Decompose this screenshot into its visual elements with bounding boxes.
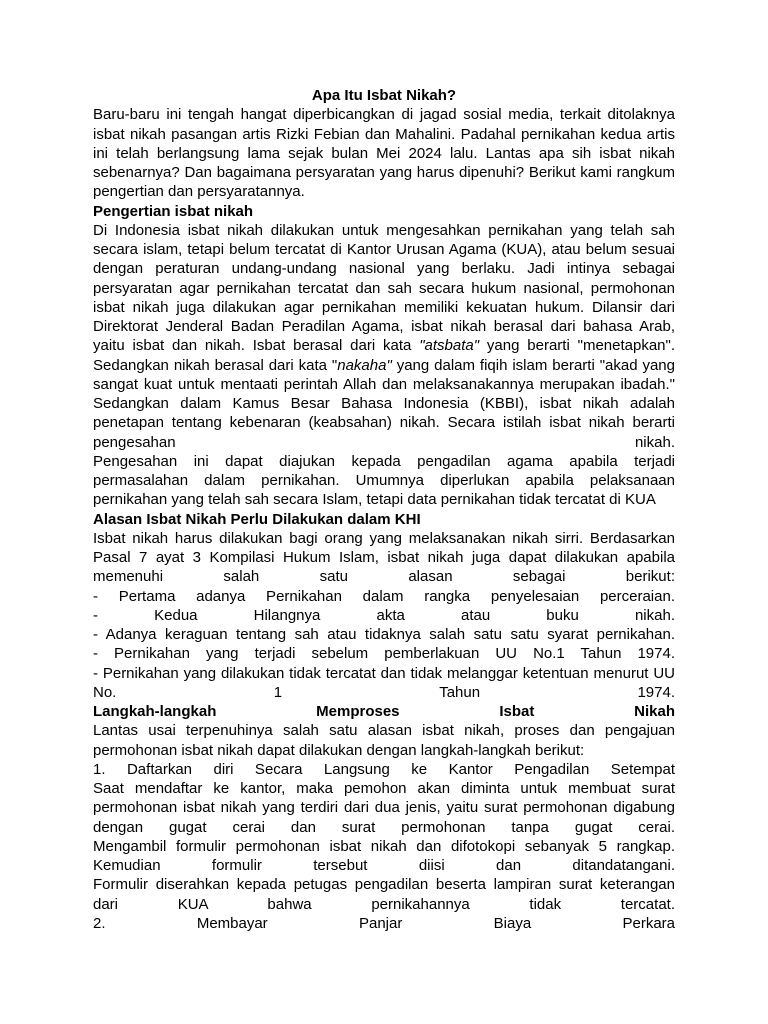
alasan-paragraph: Isbat nikah harus dilakukan bagi orang yang melaksanakan nikah sirri. Berdasarkan Pasal 7 ayat 3 Kompilasi Hukum Islam, isbat nikah juga dapat dilakukan apabila memenuhi salah satu alasan sebagai berikut: [93, 529, 675, 586]
pengertian-text-b: yang berarti "menetapkan". Sedangkan nikah berasal dari kata " [93, 337, 675, 374]
page-title: Apa Itu Isbat Nikah? [311, 87, 457, 104]
intro-paragraph: Baru-baru ini tengah hangat diperbicangkan di jagad sosial media, terkait ditolaknya isbat nikah pasangan artis Rizki Febian dan Mahalini. Padahal pernikahan kedua artis ini telah berlangsung lama sejak bulan Mei 2024 lalu. Lantas apa sih isbat nikah sebenarnya? Dan bagaimana persyaratan yang harus dipenuhi? Berikut kami rangkum pengertian dan persyaratannya. [93, 106, 675, 201]
list-item: - Adanya keraguan tentang sah atau tidaknya salah satu satu syarat pernikahan. [93, 626, 675, 643]
list-item: - Pertama adanya Pernikahan dalam rangka penyelesaian perceraian. [93, 587, 675, 605]
document-page [93, 86, 675, 933]
pengertian-paragraph [93, 221, 675, 452]
list-item: - Pernikahan yang terjadi sebelum pemberlakuan UU No.1 Tahun 1974. [93, 645, 675, 663]
section-heading-alasan: Alasan Isbat Nikah Perlu Dilakukan dalam KHI [93, 510, 421, 528]
pendaftaran-paragraph: Saat mendaftar ke kantor, maka pemohon akan diminta untuk membuat surat permohonan isbat nikah yang terdiri dari dua jenis, yaitu surat permohonan digabung dengan gugat cerai dan surat permohonan tanpa gugat cerai. [93, 780, 675, 836]
term-nakaha: nakaha" [337, 356, 392, 374]
section-heading-pengertian: Pengertian isbat nikah [93, 202, 254, 220]
pengertian-text-a: Di Indonesia isbat nikah dilakukan untuk mengesahkan pernikahan yang telah sah secara islam, tetapi belum tercatat di Kantor Urusan Agama (KUA), atau belum sesuai dengan peraturan undang-undang nasional yang berlaku. Jadi intinya sebagai persyaratan agar pernikahan tercatat dan sah secara hukum nasional, permohonan isbat nikah juga dilakukan agar pernikahan memiliki kekuatan hukum. Dilansir dari Direktorat Jenderal Badan Peradilan Agama, isbat nikah berasal dari bahasa Arab, yaitu isbat dan nikah. Isbat berasal dari kata [93, 221, 675, 355]
section-heading-langkah: Langkah-langkah Memproses Isbat Nikah [93, 703, 675, 720]
step-1-heading: 1. Daftarkan diri Secara Langsung ke Kantor Pengadilan Setempat [93, 760, 675, 778]
formulir-paragraph: Mengambil formulir permohonan isbat nikah dan difotokopi sebanyak 5 rangkap. Kemudian formulir tersebut diisi dan ditandatangani. [93, 837, 675, 874]
pengertian-text-c: yang dalam fiqih islam berarti "akad yang sangat kuat untuk mentaati perintah Allah dan melaksanakannya merupakan ibadah." Sedangkan dalam Kamus Besar Bahasa Indonesia (KBBI), isbat nikah adalah penetapan tentang kebenaran (keabsahan) nikah. Secara istilah isbat nikah berarti pengesahan nikah. [93, 356, 675, 451]
list-item: - Pernikahan yang dilakukan tidak tercatat dan tidak melanggar ketentuan menurut UU No. 1 Tahun 1974. [93, 664, 675, 701]
step-2-heading: 2. Membayar Panjar Biaya Perkara [93, 914, 675, 932]
penyerahan-paragraph: Formulir diserahkan kepada petugas pengadilan beserta lampiran surat keterangan dari KUA bahwa pernikahannya tidak tercatat. [93, 876, 675, 913]
list-item: - Kedua Hilangnya akta atau buku nikah. [93, 606, 675, 624]
langkah-paragraph: Lantas usai terpenuhinya salah satu alasan isbat nikah, proses dan pengajuan permohonan isbat nikah dapat dilakukan dengan langkah-langkah berikut: [93, 722, 675, 759]
pengesahan-paragraph: Pengesahan ini dapat diajukan kepada pengadilan agama apabila terjadi permasalahan dalam pernikahan. Umumnya diperlukan apabila pelaksanaan pernikahan yang telah sah secara Islam, tetapi data pernikahan tidak tercatat di KUA [93, 452, 675, 509]
term-atsbata: "atsbata" [419, 337, 480, 355]
